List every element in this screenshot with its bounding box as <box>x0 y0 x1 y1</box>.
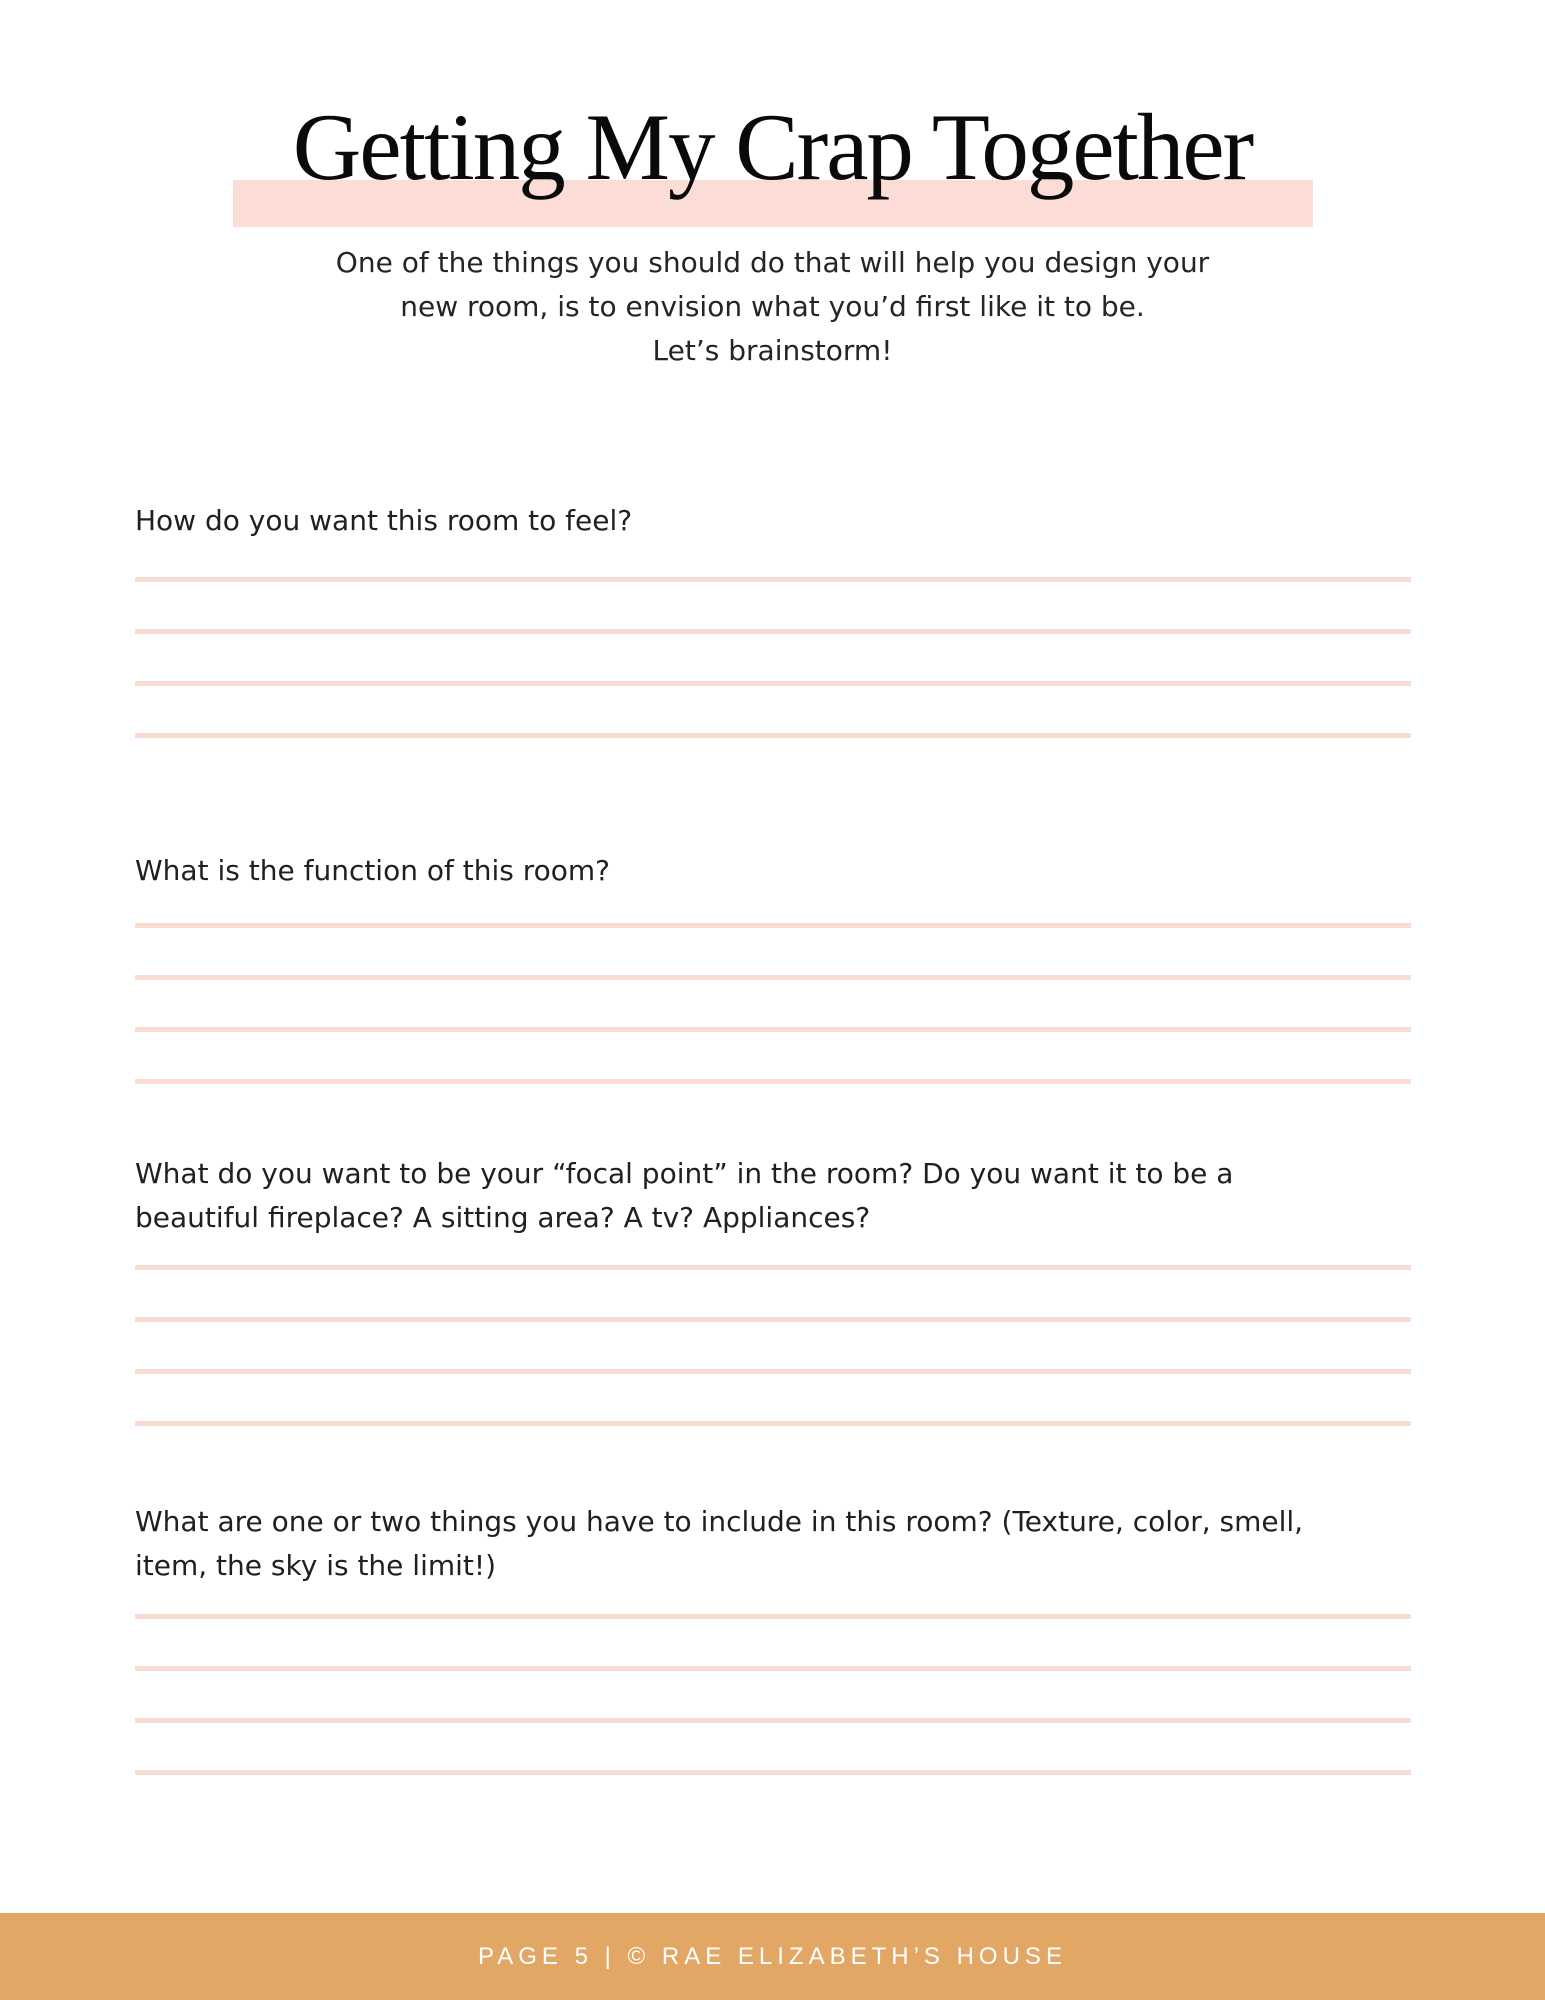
answer-line <box>135 1265 1411 1270</box>
question-text: item, the sky is the limit!) <box>135 1549 497 1582</box>
page-title: Getting My Crap Together <box>292 94 1253 200</box>
intro-text-line: Let’s brainstorm! <box>652 334 893 367</box>
answer-line <box>135 1421 1411 1426</box>
question-text: beautiful fireplace? A sitting area? A tv? Appliances? <box>135 1201 871 1234</box>
answer-line <box>135 1770 1411 1775</box>
question-section-function <box>135 849 1411 1084</box>
question-text: What is the function of this room? <box>135 854 611 887</box>
question-section-must-include <box>135 1500 1411 1775</box>
answer-line <box>135 1369 1411 1374</box>
answer-lines <box>135 1265 1411 1426</box>
intro-text <box>0 241 1545 373</box>
answer-line <box>135 1027 1411 1032</box>
question-text: What do you want to be your “focal point” in the room? Do you want it to be a <box>135 1157 1234 1190</box>
question-text: What are one or two things you have to include in this room? (Texture, color, smell, <box>135 1505 1304 1538</box>
intro-text-line: One of the things you should do that will help you design your <box>335 246 1210 279</box>
answer-lines <box>135 577 1411 738</box>
question-section-feel <box>135 499 1411 738</box>
answer-line <box>135 629 1411 634</box>
answer-lines <box>135 1614 1411 1775</box>
intro-text-line: new room, is to envision what you’d first like it to be. <box>400 290 1145 323</box>
footer-page-info: PAGE 5 | © RAE ELIZABETH’S HOUSE <box>478 1942 1067 1970</box>
answer-lines <box>135 923 1411 1084</box>
answer-line <box>135 577 1411 582</box>
answer-line <box>135 1666 1411 1671</box>
answer-line <box>135 681 1411 686</box>
answer-line <box>135 923 1411 928</box>
answer-line <box>135 1718 1411 1723</box>
answer-line <box>135 1614 1411 1619</box>
answer-line <box>135 1317 1411 1322</box>
answer-line <box>135 1079 1411 1084</box>
answer-line <box>135 733 1411 738</box>
answer-line <box>135 975 1411 980</box>
question-section-focal-point <box>135 1152 1411 1426</box>
question-text: How do you want this room to feel? <box>135 504 633 537</box>
footer-bar <box>0 1913 1545 2000</box>
